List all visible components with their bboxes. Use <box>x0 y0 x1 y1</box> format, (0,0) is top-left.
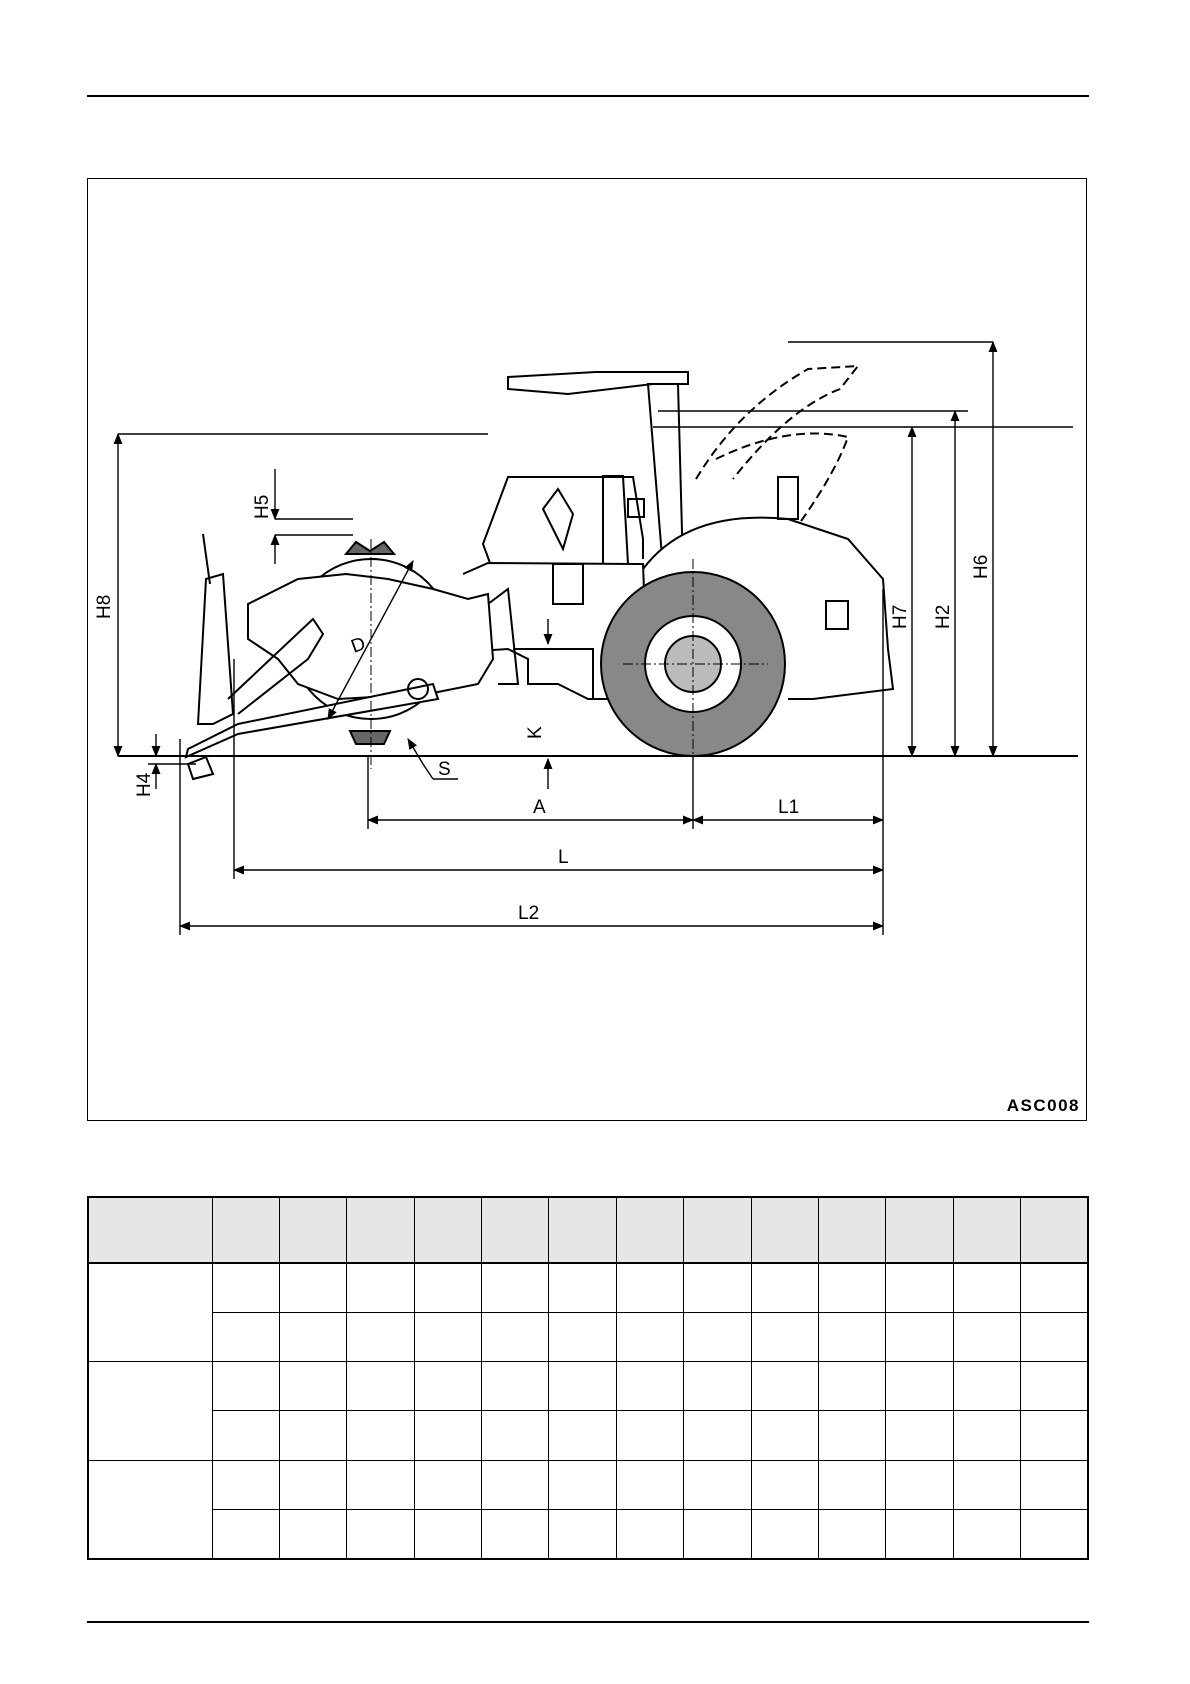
table-row <box>88 1263 1088 1313</box>
table-header-row <box>88 1197 1088 1263</box>
footer-rule <box>87 1621 1089 1623</box>
label-A: A <box>533 797 546 818</box>
header-rule <box>87 95 1089 97</box>
dozer-blade <box>198 574 233 724</box>
label-H5: H5 <box>252 494 273 519</box>
table-row <box>88 1362 1088 1411</box>
padfoot-bottom <box>350 731 390 744</box>
padfoot-top <box>346 542 394 554</box>
label-H7: H7 <box>890 604 911 629</box>
drawing-code: ASC008 <box>1006 1096 1080 1115</box>
label-L: L <box>558 847 569 868</box>
label-H4: H4 <box>134 772 155 797</box>
label-H8: H8 <box>94 594 115 619</box>
label-K: K <box>525 726 546 739</box>
label-D: D <box>348 633 369 658</box>
label-H6: H6 <box>971 554 992 579</box>
table-row <box>88 1313 1088 1362</box>
table-row <box>88 1460 1088 1509</box>
label-L2: L2 <box>518 903 540 924</box>
label-S: S <box>438 759 451 780</box>
dimension-drawing <box>87 178 1087 1121</box>
specification-table <box>87 1196 1089 1560</box>
table-row <box>88 1411 1088 1460</box>
label-L1: L1 <box>778 797 800 818</box>
label-H2: H2 <box>933 604 954 629</box>
roller-side-view-diagram <box>88 179 1088 1122</box>
table-row <box>88 1509 1088 1559</box>
raised-hood <box>696 366 858 479</box>
